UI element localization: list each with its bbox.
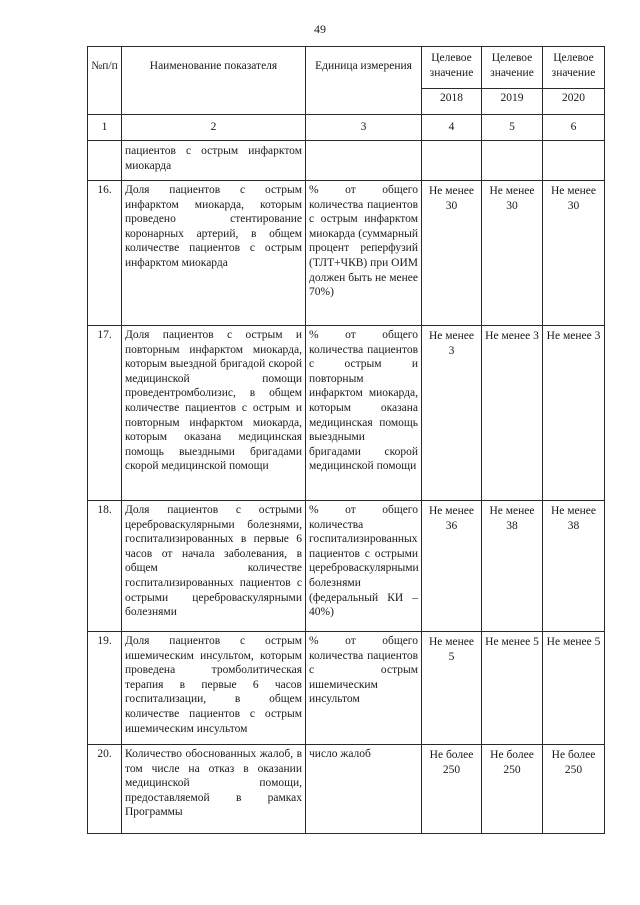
header-row xyxy=(88,47,605,89)
row-number: 19. xyxy=(88,632,122,745)
target-2020: Не менее 38 xyxy=(543,501,605,632)
target-2018: Не менее 5 xyxy=(422,632,482,745)
table-row xyxy=(88,745,605,834)
target-2018: Не менее 36 xyxy=(422,501,482,632)
measurement-unit: % от общего количества пациентов с острым и повторным инфарктом миокарда, которым оказана медицинская помощь выездными бригадами скорой медицинской помощи xyxy=(306,326,422,501)
table-row xyxy=(88,632,605,745)
header-target-2018: Целевое значение xyxy=(422,47,482,89)
target-2020: Не менее 30 xyxy=(543,181,605,326)
index-1: 1 xyxy=(88,115,122,141)
table-row xyxy=(88,181,605,326)
target-2019: Не менее 38 xyxy=(482,501,543,632)
header-num: №п/п xyxy=(88,47,122,115)
measurement-unit: % от общего количества пациентов с острым ишемическим инсультом xyxy=(306,632,422,745)
header-name: Наименование показателя xyxy=(122,47,306,115)
indicator-name: Доля пациентов с острым ишемическим инсультом, которым проведена тромболитическая терапия в первые 6 часов госпитализации, в общем количестве пациентов с острым ишемическим инсультом xyxy=(122,632,306,745)
row-number: 18. xyxy=(88,501,122,632)
table-row xyxy=(88,326,605,501)
continuation-num xyxy=(88,141,122,181)
year-2018: 2018 xyxy=(422,89,482,115)
target-2020: Не менее 3 xyxy=(543,326,605,501)
index-6: 6 xyxy=(543,115,605,141)
target-2019: Не менее 30 xyxy=(482,181,543,326)
index-4: 4 xyxy=(422,115,482,141)
index-row xyxy=(88,115,605,141)
row-number: 20. xyxy=(88,745,122,834)
measurement-unit: % от общего количества госпитализированных пациентов с острыми цереброваскулярными болезнями (федеральный КИ – 40%) xyxy=(306,501,422,632)
page-number: 49 xyxy=(314,22,326,36)
continuation-row xyxy=(88,141,605,181)
measurement-unit: % от общего количества пациентов с острым инфарктом миокарда (суммарный процент реперфузий (ТЛТ+ЧКВ) при ОИМ должен быть не менее 70%) xyxy=(306,181,422,326)
target-2020: Не менее 5 xyxy=(543,632,605,745)
table-row xyxy=(88,501,605,632)
indicators-table xyxy=(87,46,605,834)
index-2: 2 xyxy=(122,115,306,141)
header-unit: Единица измерения xyxy=(306,47,422,115)
indicator-name: Доля пациентов с острым и повторным инфарктом миокарда, которым выездной бригадой скорой медицинской помощи проведентромболизис, в общем количестве пациентов с острым и повторным инфарктом миокарда, которым оказана медицинская помощь выездными бригадами скорой медицинской помощи xyxy=(122,326,306,501)
indicator-name: Доля пациентов с острыми цереброваскулярными болезнями, госпитализированных в первые 6 часов от начала заболевания, в общем количестве госпитализированных пациентов с острыми цереброваскулярными болезнями xyxy=(122,501,306,632)
target-2019: Не менее 5 xyxy=(482,632,543,745)
row-number: 16. xyxy=(88,181,122,326)
measurement-unit: число жалоб xyxy=(306,745,422,834)
row-number: 17. xyxy=(88,326,122,501)
header-target-2020: Целевое значение xyxy=(543,47,605,89)
year-2019: 2019 xyxy=(482,89,543,115)
target-2018: Не более 250 xyxy=(422,745,482,834)
continuation-name: пациентов с острым инфарктом миокарда xyxy=(122,141,306,181)
target-2018: Не менее 3 xyxy=(422,326,482,501)
index-5: 5 xyxy=(482,115,543,141)
target-2020: Не более 250 xyxy=(543,745,605,834)
target-2019: Не более 250 xyxy=(482,745,543,834)
index-3: 3 xyxy=(306,115,422,141)
target-2019: Не менее 3 xyxy=(482,326,543,501)
target-2018: Не менее 30 xyxy=(422,181,482,326)
year-2020: 2020 xyxy=(543,89,605,115)
indicator-name: Доля пациентов с острым инфарктом миокарда, которым проведено стентирование коронарных артерий, в общем количестве пациентов с острым инфарктом миокарда xyxy=(122,181,306,326)
indicator-name: Количество обоснованных жалоб, в том числе на отказ в оказании медицинской помощи, предоставляемой в рамках Программы xyxy=(122,745,306,834)
header-target-2019: Целевое значение xyxy=(482,47,543,89)
